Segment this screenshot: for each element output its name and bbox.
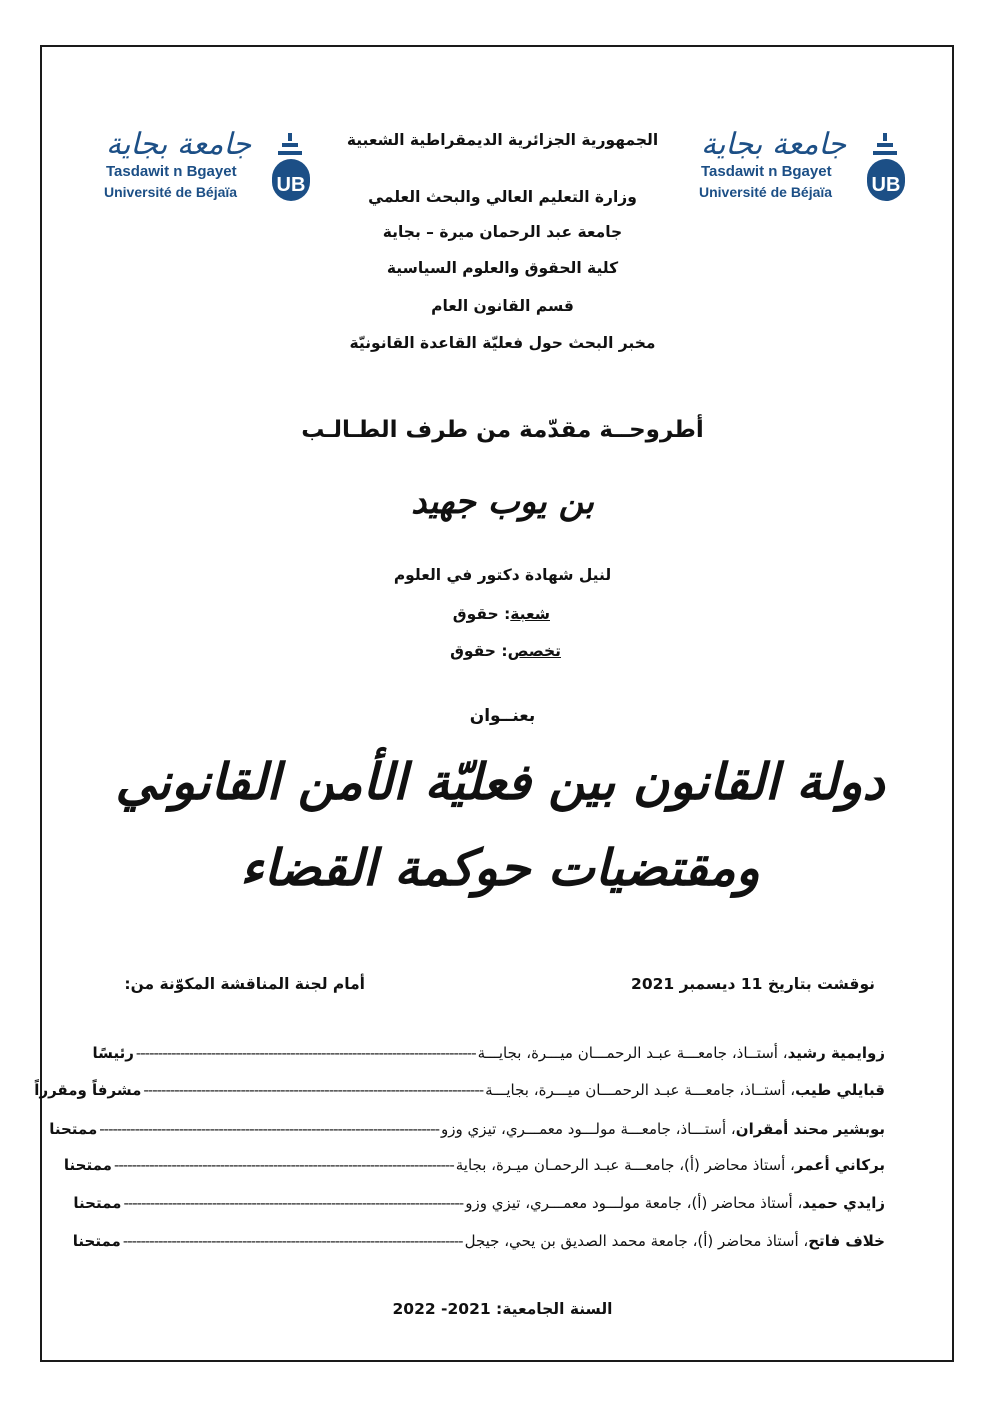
jury-member-row bbox=[34, 1081, 885, 1107]
jury-affiliation: ، أستـــاذ، جامعـــة مولـــود معمـــري، تيزي وزو bbox=[441, 1120, 736, 1138]
republic-name: الجمهورية الجزائرية الديمقراطية الشعبية bbox=[346, 131, 659, 149]
specialty-value: : حقوق bbox=[450, 642, 508, 660]
jury-leader-line: ----------------------------------------------------------------------------- bbox=[99, 1120, 440, 1138]
logo-arabic-name: جامعة بجاية bbox=[701, 127, 847, 162]
lab-name: مخبر البحث حول فعليّة القاعدة القانونيّة bbox=[349, 334, 656, 352]
jury-name: بركاني أعمر bbox=[794, 1156, 885, 1174]
university-name: جامعة عبد الرحمان ميرة – بجاية bbox=[382, 223, 623, 241]
defense-date: نوقشت بتاريخ 11 ديسمبر 2021 bbox=[631, 975, 875, 993]
student-name: بن يوب جهيد bbox=[411, 482, 594, 522]
department-name: قسم القانون العام bbox=[431, 297, 574, 315]
degree-line: لنيل شهادة دكتور في العلوم bbox=[393, 566, 612, 584]
jury-member-row bbox=[73, 1194, 885, 1220]
jury-affiliation: ، أستاذ محاضر (أ)، جامعـــة عبـد الرحمـان ميـرة، بجاية bbox=[455, 1156, 795, 1174]
ministry-name: وزارة التعليم العالي والبحث العلمي bbox=[368, 188, 637, 206]
jury-member-row bbox=[92, 1044, 885, 1070]
jury-leader-line: ----------------------------------------------------------------------------- bbox=[135, 1044, 476, 1062]
jury-name: قبايلي طيب bbox=[795, 1081, 885, 1099]
jury-leader-line: ----------------------------------------------------------------------------- bbox=[113, 1156, 454, 1174]
jury-name: بوبشير محند أمقران bbox=[735, 1120, 885, 1138]
jury-role: ممتحنا bbox=[49, 1120, 98, 1138]
branch-value: : حقوق bbox=[452, 605, 511, 623]
jury-affiliation: ، أستاذ محاضر (أ)، جامعة مولـــود معمـــري، تيزي وزو bbox=[465, 1194, 803, 1212]
branch-label: شعبة bbox=[510, 605, 550, 623]
jury-member-row bbox=[72, 1232, 885, 1258]
jury-leader-line: ----------------------------------------------------------------------------- bbox=[143, 1081, 484, 1099]
faculty-name: كلية الحقوق والعلوم السياسية bbox=[386, 259, 619, 277]
jury-affiliation: ، أستــاذ، جامعـــة عبـد الرحمـــان ميـــرة، بجايـــة bbox=[477, 1044, 788, 1062]
thesis-title-line-2: ومقتضيات حوكمة القضاء bbox=[240, 838, 760, 897]
jury-leader-line: ----------------------------------------------------------------------------- bbox=[122, 1232, 463, 1250]
jury-member-row bbox=[63, 1156, 885, 1182]
committee-heading: أمام لجنة المناقشة المكوّنة من: bbox=[124, 975, 365, 993]
logo-kabyle-name: Tasdawit n Bgayet bbox=[701, 163, 832, 180]
emblem-letters: UB bbox=[871, 174, 901, 196]
thesis-title-line-1: دولة القانون بين فعليّة الأمن القانوني bbox=[115, 752, 885, 811]
jury-affiliation: ، أستــاذ، جامعـــة عبـد الرحمـــان ميـــرة، بجايـــة bbox=[485, 1081, 796, 1099]
jury-role: رئيسًا bbox=[92, 1044, 134, 1062]
jury-leader-line: ----------------------------------------------------------------------------- bbox=[123, 1194, 464, 1212]
jury-role: مشرفاً ومقرراً bbox=[34, 1081, 142, 1099]
emblem-letters: UB bbox=[276, 174, 306, 196]
jury-role: ممتحنا bbox=[73, 1194, 122, 1212]
presented-by: أطروحــة مقدّمة من طرف الطـالـب bbox=[301, 417, 704, 443]
specialty-line bbox=[380, 642, 561, 660]
jury-role: ممتحنا bbox=[63, 1156, 112, 1174]
logo-french-name: Université de Béjaïa bbox=[699, 184, 833, 200]
logo-french-name: Université de Béjaïa bbox=[104, 184, 238, 200]
logo-kabyle-name: Tasdawit n Bgayet bbox=[106, 163, 237, 180]
logo-arabic-name: جامعة بجاية bbox=[106, 127, 252, 162]
branch-line bbox=[380, 605, 550, 623]
jury-role: ممتحنا bbox=[72, 1232, 121, 1250]
title-label: بعنــوان bbox=[469, 706, 536, 726]
jury-name: زايدي حميد bbox=[802, 1194, 885, 1212]
jury-name: خلاف فاتح bbox=[808, 1232, 885, 1250]
jury-member-row bbox=[49, 1120, 885, 1146]
specialty-label: تخصص bbox=[507, 642, 561, 660]
academic-year: السنة الجامعية: 2021- 2022 bbox=[392, 1300, 613, 1318]
jury-affiliation: ، أستاذ محاضر (أ)، جامعة محمد الصديق بن يحي، جيجل bbox=[464, 1232, 809, 1250]
jury-name: زوايمية رشيد bbox=[787, 1044, 885, 1062]
